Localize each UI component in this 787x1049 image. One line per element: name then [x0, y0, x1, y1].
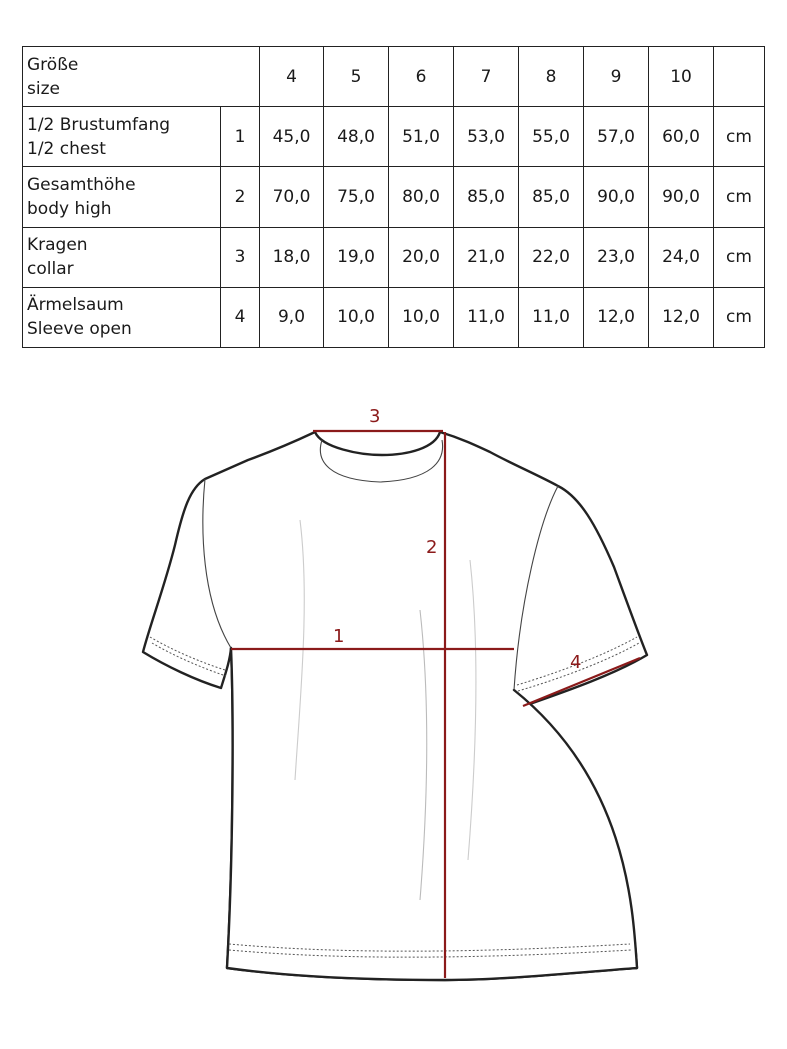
table-cell: 85,0: [519, 167, 584, 227]
row-label-de: Ärmelsaum: [27, 295, 124, 316]
row-label-collar: [23, 227, 221, 287]
table-cell: 11,0: [519, 287, 584, 347]
row-number: 4: [221, 287, 260, 347]
table-cell: 12,0: [584, 287, 649, 347]
size-6-header: 6: [389, 47, 454, 107]
table-cell: 70,0: [260, 167, 324, 227]
row-label-en: 1/2 chest: [27, 138, 106, 159]
table-header-row: [23, 47, 765, 107]
size-8-header: 8: [519, 47, 584, 107]
row-label-de: Gesamthöhe: [27, 174, 136, 195]
height-measure-label: 2: [426, 537, 438, 558]
size-header-de: Größe: [27, 54, 79, 75]
row-label-height: [23, 167, 221, 227]
size-header-en: size: [27, 78, 60, 99]
size-table: [22, 46, 765, 348]
table-cell: 18,0: [260, 227, 324, 287]
table-cell: 20,0: [389, 227, 454, 287]
table-cell: 9,0: [260, 287, 324, 347]
table-row-sleeve: [23, 287, 765, 347]
table-cell: 22,0: [519, 227, 584, 287]
table-row-height: [23, 167, 765, 227]
table-cell: 75,0: [324, 167, 389, 227]
table-cell: 48,0: [324, 107, 389, 167]
table-cell: 55,0: [519, 107, 584, 167]
size-9-header: 9: [584, 47, 649, 107]
table-cell: 80,0: [389, 167, 454, 227]
table-cell: 60,0: [649, 107, 714, 167]
row-number: 1: [221, 107, 260, 167]
table-cell: 53,0: [454, 107, 519, 167]
table-cell: 85,0: [454, 167, 519, 227]
table-cell: 11,0: [454, 287, 519, 347]
collar-measure-label: 3: [369, 406, 381, 427]
size-10-header: 10: [649, 47, 714, 107]
table-cell: 57,0: [584, 107, 649, 167]
sleeve-measure-label: 4: [570, 652, 582, 673]
row-label-de: 1/2 Brustumfang: [27, 114, 171, 135]
unit-cell: cm: [714, 227, 765, 287]
unit-cell: cm: [714, 167, 765, 227]
row-number: 3: [221, 227, 260, 287]
chest-measure-label: 1: [333, 626, 345, 647]
row-label-chest: [23, 107, 221, 167]
row-number: 2: [221, 167, 260, 227]
unit-cell: cm: [714, 107, 765, 167]
table-cell: 23,0: [584, 227, 649, 287]
table-cell: 19,0: [324, 227, 389, 287]
size-header-cell: [23, 47, 260, 107]
row-label-en: Sleeve open: [27, 319, 132, 340]
row-label-en: collar: [27, 259, 74, 280]
table-cell: 45,0: [260, 107, 324, 167]
table-row-collar: [23, 227, 765, 287]
row-label-sleeve: [23, 287, 221, 347]
row-label-en: body high: [27, 198, 112, 219]
table-cell: 90,0: [649, 167, 714, 227]
row-label-de: Kragen: [27, 235, 88, 256]
size-4-header: 4: [260, 47, 324, 107]
table-cell: 10,0: [389, 287, 454, 347]
tshirt-outline: [143, 432, 647, 980]
table-cell: 12,0: [649, 287, 714, 347]
size-5-header: 5: [324, 47, 389, 107]
table-cell: 10,0: [324, 287, 389, 347]
size-7-header: 7: [454, 47, 519, 107]
table-cell: 24,0: [649, 227, 714, 287]
table-cell: 90,0: [584, 167, 649, 227]
tshirt-diagram: [0, 390, 787, 1010]
table-cell: 51,0: [389, 107, 454, 167]
unit-header-cell: [714, 47, 765, 107]
table-cell: 21,0: [454, 227, 519, 287]
table-row-chest: [23, 107, 765, 167]
unit-cell: cm: [714, 287, 765, 347]
